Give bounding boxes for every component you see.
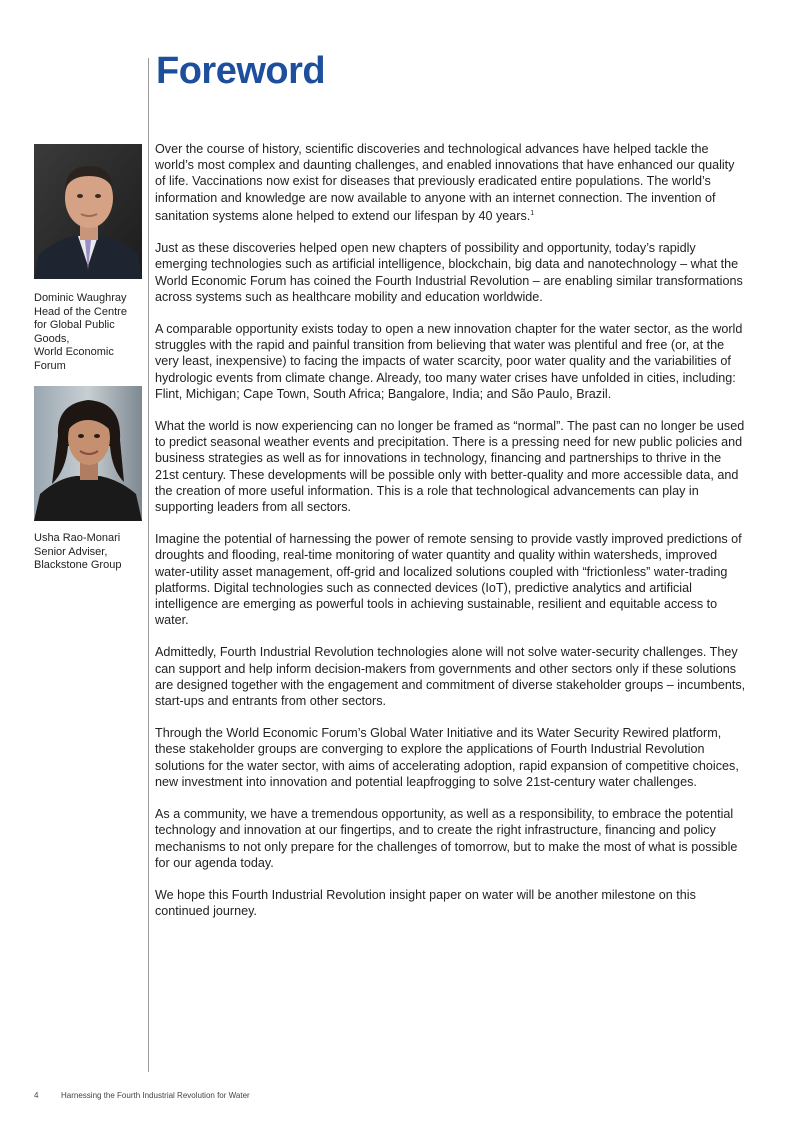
paragraph: Through the World Economic Forum’s Global Water Initiative and its Water Security Rewired platform, these stakeholder groups are converging to explore the applications of Fourth Industrial Revolution solutions for the water sector, with aims of accelerating adoption, rapid expansion of competitive choices, new investment into innovation and potential leapfrogging to solve 21st-century water challenges.	[155, 726, 739, 789]
paragraph: Admittedly, Fourth Industrial Revolution technologies alone will not solve water-security challenges. They can support and help inform decision-makers from governments and other sectors only if these solutions are designed together with the engagement and commitment of diverse stakeholder groups – incumbents, start-ups and entrants from other sectors.	[155, 645, 746, 709]
caption-line: Blackstone Group	[34, 559, 122, 572]
paragraph: Just as these discoveries helped open new chapters of possibility and opportunity, today’s rapidly emerging technologies such as artificial intelligence, blockchain, big data and nanotechnology – what the World Economic Forum has coined the Fourth Industrial Revolution – are enabling similar transformations across systems such as healthcare mobility and education worldwide.	[155, 241, 743, 304]
page-number: 4	[34, 1091, 39, 1100]
paragraph: As a community, we have a tremendous opportunity, as well as a responsibility, to embrace the potential technology and innovation at our fingertips, and to create the right infrastructure, financing and policy mechanisms to not only prepare for the challenges of tomorrow, but to make the most of what is possible for our agenda today.	[155, 807, 738, 870]
caption-line: for Global Public	[34, 319, 115, 332]
paragraph: A comparable opportunity exists today to open a new innovation chapter for the water sector, as the world struggles with the rapid and painful transition from believing that water was plentiful and free (or, at the very least, inexpensive) to facing the impacts of water scarcity, poor water quality and the variabilities of hydrologic events from climate change. Already, too many water crises have unfolded in cities, including: Flint, Michigan; Cape Town, South Africa; Bangalore, India; and São Paulo, Brazil.	[155, 322, 743, 401]
caption-usha-rao-monari	[34, 532, 142, 573]
man-portrait-icon	[34, 144, 142, 279]
caption-line: Goods,	[34, 332, 70, 345]
page-title: Foreword	[156, 50, 326, 92]
portrait-dominic-waughray	[34, 144, 142, 279]
caption-name: Usha Rao-Monari	[34, 532, 121, 544]
paragraph: We hope this Fourth Industrial Revolution insight paper on water will be another milestone on this continued journey.	[155, 887, 696, 919]
paragraph: Imagine the potential of harnessing the power of remote sensing to provide vastly improved predictions of droughts and flooding, real-time monitoring of water quantity and quality within watersheds, improved water-utility asset management, off-grid and localized solutions coupled with “frictionless” water-trading platforms. Digital technologies such as connected devices (IoT), predictive analytics and artificial intelligence are emerging as powerful tools in achieving sustainable, resilient and equitable access to water.	[155, 532, 742, 628]
caption-line: Forum	[34, 359, 66, 372]
paragraph: What the world is now experiencing can no longer be framed as “normal”. The past can no longer be used to predict seasonal weather events and precipitation. There is a pressing need for new public policies and business strategies as well as for innovations in technology, financing and partnerships to thrive in the 21st century. These developments will be possible only with better-quality and more accessible data, and the creation of more useful information. This is a role that technological advancements can play in supporting leaders from all sectors.	[155, 419, 745, 515]
vertical-divider	[148, 58, 149, 1072]
footer-document-title: Harnessing the Fourth Industrial Revolution for Water	[61, 1091, 250, 1100]
paragraph: Over the course of history, scientific discoveries and technological advances have helped tackle the world’s most complex and daunting challenges, and enabled innovations that have enhanced our quality of life. Vaccinations now exist for diseases that previously eradicated entire populations. The world’s information and knowledge are now available to anyone with an internet connection. The invention of sanitation systems alone helped to extend our lifespan by 40 years.$^1$	[155, 142, 735, 223]
caption-dominic-waughray	[34, 292, 142, 374]
caption-name: Dominic Waughray	[34, 292, 127, 304]
caption-line: Senior Adviser,	[34, 545, 108, 558]
caption-line: World Economic	[34, 346, 114, 359]
caption-line: Head of the Centre	[34, 305, 127, 318]
footnote-reference: 1	[530, 209, 535, 217]
portrait-usha-rao-monari	[34, 386, 142, 521]
foreword-body	[155, 141, 747, 935]
woman-portrait-icon	[34, 386, 142, 521]
